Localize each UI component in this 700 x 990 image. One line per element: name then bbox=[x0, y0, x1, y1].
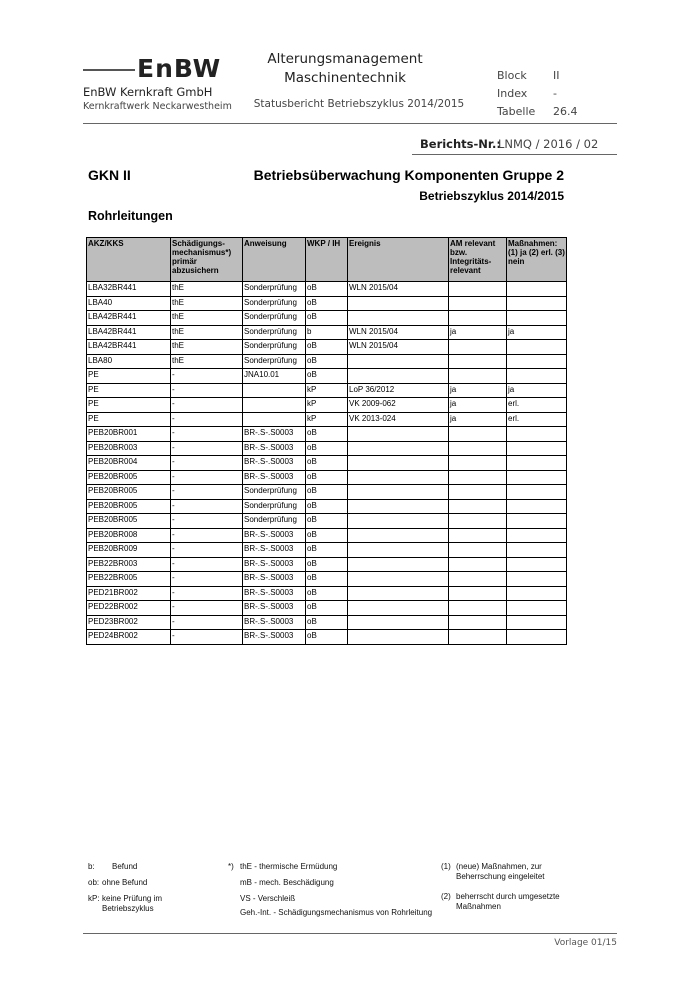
cell-measures bbox=[507, 514, 567, 529]
cell-wkp-ih: oB bbox=[306, 615, 348, 630]
cell-wkp-ih: kP bbox=[306, 412, 348, 427]
cell-akz-kks: PEB20BR005 bbox=[87, 485, 171, 500]
cell-event bbox=[348, 441, 449, 456]
cell-akz-kks: PED23BR002 bbox=[87, 615, 171, 630]
cell-mechanism: - bbox=[171, 557, 243, 572]
report-number-value: LNMQ / 2016 / 02 bbox=[498, 137, 599, 151]
cell-measures: erl. bbox=[507, 412, 567, 427]
cell-measures bbox=[507, 354, 567, 369]
cell-am-relevant bbox=[449, 586, 507, 601]
footer-divider bbox=[83, 933, 617, 934]
cell-measures: ja bbox=[507, 325, 567, 340]
table-row bbox=[87, 499, 567, 514]
cell-wkp-ih: oB bbox=[306, 296, 348, 311]
cell-wkp-ih: oB bbox=[306, 543, 348, 558]
cell-instruction bbox=[243, 398, 306, 413]
cell-mechanism: thE bbox=[171, 325, 243, 340]
cell-akz-kks: PED24BR002 bbox=[87, 630, 171, 645]
table-row bbox=[87, 398, 567, 413]
cell-event bbox=[348, 528, 449, 543]
table-row bbox=[87, 528, 567, 543]
table-row bbox=[87, 383, 567, 398]
cell-instruction: BR-.S-.S0003 bbox=[243, 470, 306, 485]
cell-event: LoP 36/2012 bbox=[348, 383, 449, 398]
legend-asterisk: *) bbox=[228, 862, 234, 871]
unit-label: GKN II bbox=[88, 167, 131, 183]
header-instruction: Anweisung bbox=[243, 238, 306, 282]
table-row bbox=[87, 615, 567, 630]
table-row bbox=[87, 412, 567, 427]
cell-event bbox=[348, 586, 449, 601]
cell-mechanism: - bbox=[171, 586, 243, 601]
cell-measures bbox=[507, 340, 567, 355]
cell-mechanism: - bbox=[171, 543, 243, 558]
cell-measures bbox=[507, 470, 567, 485]
cell-akz-kks: PEB22BR003 bbox=[87, 557, 171, 572]
cell-measures bbox=[507, 572, 567, 587]
cell-instruction: Sonderprüfung bbox=[243, 514, 306, 529]
cell-am-relevant bbox=[449, 470, 507, 485]
cell-mechanism: - bbox=[171, 369, 243, 384]
cell-wkp-ih: oB bbox=[306, 557, 348, 572]
cell-instruction: BR-.S-.S0003 bbox=[243, 586, 306, 601]
report-number-label: Berichts-Nr.: bbox=[420, 137, 501, 151]
cell-instruction bbox=[243, 412, 306, 427]
table-row bbox=[87, 470, 567, 485]
cell-mechanism: - bbox=[171, 485, 243, 500]
cell-measures: ja bbox=[507, 383, 567, 398]
cell-event bbox=[348, 311, 449, 326]
cell-instruction: BR-.S-.S0003 bbox=[243, 528, 306, 543]
header-title-line1: Alterungsmanagement bbox=[267, 51, 423, 67]
section-title: Rohrleitungen bbox=[88, 209, 173, 223]
cell-wkp-ih: oB bbox=[306, 427, 348, 442]
cell-instruction: BR-.S-.S0003 bbox=[243, 543, 306, 558]
cell-instruction: Sonderprüfung bbox=[243, 282, 306, 297]
cell-wkp-ih: oB bbox=[306, 456, 348, 471]
cell-mechanism: - bbox=[171, 412, 243, 427]
cell-akz-kks: PE bbox=[87, 383, 171, 398]
cell-akz-kks: LBA80 bbox=[87, 354, 171, 369]
cell-am-relevant: ja bbox=[449, 383, 507, 398]
legend-key-1: (1) bbox=[441, 862, 451, 871]
cell-wkp-ih: kP bbox=[306, 398, 348, 413]
template-version: Vorlage 01/15 bbox=[554, 938, 617, 948]
cell-event bbox=[348, 354, 449, 369]
meta-table-label: Tabelle bbox=[497, 105, 536, 118]
cell-wkp-ih: oB bbox=[306, 572, 348, 587]
cell-event: WLN 2015/04 bbox=[348, 325, 449, 340]
cell-wkp-ih: oB bbox=[306, 499, 348, 514]
cell-event: VK 2013-024 bbox=[348, 412, 449, 427]
legend-text-kp: keine Prüfung im Betriebszyklus bbox=[102, 894, 163, 913]
cell-instruction: BR-.S-.S0003 bbox=[243, 427, 306, 442]
legend-text-1: (neue) Maßnahmen, zur Beherrschung eingeleitet bbox=[456, 862, 545, 881]
table-row bbox=[87, 630, 567, 645]
meta-index-value: - bbox=[553, 87, 557, 100]
cell-mechanism: - bbox=[171, 572, 243, 587]
table-row bbox=[87, 601, 567, 616]
meta-index-label: Index bbox=[497, 87, 528, 100]
cell-mechanism: - bbox=[171, 615, 243, 630]
table-row bbox=[87, 369, 567, 384]
cell-instruction bbox=[243, 383, 306, 398]
table-row bbox=[87, 572, 567, 587]
cell-wkp-ih: oB bbox=[306, 586, 348, 601]
cell-mechanism: - bbox=[171, 514, 243, 529]
cell-akz-kks: LBA42BR441 bbox=[87, 311, 171, 326]
cell-instruction: BR-.S-.S0003 bbox=[243, 557, 306, 572]
legend-text-b: Befund bbox=[112, 862, 138, 871]
cell-measures: erl. bbox=[507, 398, 567, 413]
cell-akz-kks: PEB20BR001 bbox=[87, 427, 171, 442]
cell-am-relevant bbox=[449, 514, 507, 529]
cell-wkp-ih: oB bbox=[306, 514, 348, 529]
cell-am-relevant bbox=[449, 615, 507, 630]
plant-name: Kernkraftwerk Neckarwestheim bbox=[83, 101, 232, 112]
cell-event bbox=[348, 296, 449, 311]
cell-am-relevant: ja bbox=[449, 412, 507, 427]
cell-wkp-ih: oB bbox=[306, 311, 348, 326]
cell-am-relevant bbox=[449, 630, 507, 645]
cell-am-relevant bbox=[449, 311, 507, 326]
legend-the: thE - thermische Ermüdung bbox=[240, 862, 338, 871]
cell-event bbox=[348, 543, 449, 558]
table-row bbox=[87, 485, 567, 500]
table-row bbox=[87, 354, 567, 369]
cell-am-relevant bbox=[449, 499, 507, 514]
cell-event bbox=[348, 427, 449, 442]
cell-akz-kks: PEB20BR003 bbox=[87, 441, 171, 456]
cell-am-relevant bbox=[449, 485, 507, 500]
cell-mechanism: thE bbox=[171, 296, 243, 311]
cell-measures bbox=[507, 499, 567, 514]
cell-event bbox=[348, 369, 449, 384]
cell-instruction: BR-.S-.S0003 bbox=[243, 572, 306, 587]
cell-am-relevant bbox=[449, 427, 507, 442]
cell-am-relevant bbox=[449, 354, 507, 369]
cell-measures bbox=[507, 369, 567, 384]
cell-am-relevant bbox=[449, 296, 507, 311]
cell-mechanism: thE bbox=[171, 311, 243, 326]
cell-measures bbox=[507, 601, 567, 616]
cell-mechanism: - bbox=[171, 427, 243, 442]
cell-mechanism: - bbox=[171, 456, 243, 471]
cell-am-relevant bbox=[449, 441, 507, 456]
cell-event bbox=[348, 485, 449, 500]
cell-instruction: JNA10.01 bbox=[243, 369, 306, 384]
header-measures: Maßnahmen: (1) ja (2) erl. (3) nein bbox=[507, 238, 567, 282]
header-am-relevant: AM relevant bzw. Integritäts-relevant bbox=[449, 238, 507, 282]
cell-wkp-ih: oB bbox=[306, 485, 348, 500]
cell-mechanism: - bbox=[171, 383, 243, 398]
header-event: Ereignis bbox=[348, 238, 449, 282]
meta-block-value: II bbox=[553, 69, 560, 82]
cell-akz-kks: LBA32BR441 bbox=[87, 282, 171, 297]
cell-measures bbox=[507, 485, 567, 500]
cell-akz-kks: PED22BR002 bbox=[87, 601, 171, 616]
cell-mechanism: - bbox=[171, 441, 243, 456]
cell-akz-kks: PEB20BR004 bbox=[87, 456, 171, 471]
cell-instruction: BR-.S-.S0003 bbox=[243, 630, 306, 645]
cell-instruction: Sonderprüfung bbox=[243, 485, 306, 500]
meta-table-value: 26.4 bbox=[553, 105, 578, 118]
legend-key-kp: kP: bbox=[88, 894, 100, 903]
cell-event: WLN 2015/04 bbox=[348, 340, 449, 355]
cell-wkp-ih: b bbox=[306, 325, 348, 340]
cell-wkp-ih: oB bbox=[306, 282, 348, 297]
table-row bbox=[87, 456, 567, 471]
table-body bbox=[87, 282, 567, 645]
legend-key-2: (2) bbox=[441, 892, 451, 901]
header-wkp-ih: WKP / IH bbox=[306, 238, 348, 282]
cell-measures bbox=[507, 296, 567, 311]
cell-mechanism: - bbox=[171, 499, 243, 514]
cell-wkp-ih: oB bbox=[306, 630, 348, 645]
cell-measures bbox=[507, 427, 567, 442]
cell-measures bbox=[507, 311, 567, 326]
cell-mechanism: - bbox=[171, 630, 243, 645]
cell-event bbox=[348, 601, 449, 616]
cell-event bbox=[348, 470, 449, 485]
legend-gehint: Geh.-Int. - Schädigungsmechanismus von Rohrleitung bbox=[240, 908, 433, 917]
cell-measures bbox=[507, 528, 567, 543]
legend-key-b: b: bbox=[88, 862, 95, 871]
cell-akz-kks: LBA40 bbox=[87, 296, 171, 311]
cell-mechanism: - bbox=[171, 528, 243, 543]
table-row bbox=[87, 586, 567, 601]
header-akz-kks: AKZ/KKS bbox=[87, 238, 171, 282]
cell-am-relevant bbox=[449, 557, 507, 572]
cell-wkp-ih: oB bbox=[306, 528, 348, 543]
cell-instruction: Sonderprüfung bbox=[243, 340, 306, 355]
cell-mechanism: - bbox=[171, 601, 243, 616]
cell-event bbox=[348, 557, 449, 572]
cell-measures bbox=[507, 630, 567, 645]
header-title-line2: Maschinentechnik bbox=[284, 70, 406, 86]
cell-akz-kks: PEB22BR005 bbox=[87, 572, 171, 587]
cell-am-relevant: ja bbox=[449, 398, 507, 413]
cell-am-relevant bbox=[449, 528, 507, 543]
cell-mechanism: - bbox=[171, 398, 243, 413]
cell-event bbox=[348, 514, 449, 529]
table-row bbox=[87, 514, 567, 529]
cell-event bbox=[348, 615, 449, 630]
cell-am-relevant bbox=[449, 456, 507, 471]
cell-akz-kks: PEB20BR005 bbox=[87, 499, 171, 514]
cell-instruction: Sonderprüfung bbox=[243, 311, 306, 326]
cell-measures bbox=[507, 557, 567, 572]
cell-akz-kks: PE bbox=[87, 412, 171, 427]
cell-measures bbox=[507, 456, 567, 471]
cell-event bbox=[348, 456, 449, 471]
table-row bbox=[87, 296, 567, 311]
cell-mechanism: thE bbox=[171, 282, 243, 297]
table-row bbox=[87, 340, 567, 355]
legend-text-ob: ohne Befund bbox=[102, 878, 148, 887]
cell-measures bbox=[507, 441, 567, 456]
cell-instruction: BR-.S-.S0003 bbox=[243, 601, 306, 616]
cell-akz-kks: LBA42BR441 bbox=[87, 340, 171, 355]
cell-measures bbox=[507, 282, 567, 297]
cell-event bbox=[348, 630, 449, 645]
header-divider bbox=[83, 123, 617, 124]
cell-measures bbox=[507, 543, 567, 558]
cell-akz-kks: PE bbox=[87, 398, 171, 413]
cell-wkp-ih: oB bbox=[306, 340, 348, 355]
cell-akz-kks: PEB20BR008 bbox=[87, 528, 171, 543]
enbw-logo: EnBW bbox=[137, 54, 222, 83]
page-subtitle: Betriebszyklus 2014/2015 bbox=[419, 189, 564, 203]
cell-am-relevant bbox=[449, 601, 507, 616]
legend-text-2: beherrscht durch umgesetzte Maßnahmen bbox=[456, 892, 560, 911]
cell-wkp-ih: oB bbox=[306, 441, 348, 456]
cell-akz-kks: PEB20BR009 bbox=[87, 543, 171, 558]
components-table bbox=[86, 237, 567, 645]
cell-mechanism: - bbox=[171, 470, 243, 485]
cell-am-relevant bbox=[449, 282, 507, 297]
logo-line bbox=[83, 69, 135, 71]
table-row bbox=[87, 557, 567, 572]
table-row bbox=[87, 427, 567, 442]
meta-block-label: Block bbox=[497, 69, 527, 82]
cell-wkp-ih: oB bbox=[306, 369, 348, 384]
cell-wkp-ih: oB bbox=[306, 354, 348, 369]
cell-event bbox=[348, 572, 449, 587]
table-row bbox=[87, 543, 567, 558]
cell-akz-kks: LBA42BR441 bbox=[87, 325, 171, 340]
page-title: Betriebsüberwachung Komponenten Gruppe 2 bbox=[253, 167, 564, 183]
cell-am-relevant bbox=[449, 369, 507, 384]
cell-instruction: BR-.S-.S0003 bbox=[243, 441, 306, 456]
cell-instruction: Sonderprüfung bbox=[243, 499, 306, 514]
legend-key-ob: ob: bbox=[88, 878, 100, 887]
cell-wkp-ih: kP bbox=[306, 383, 348, 398]
cell-akz-kks: PEB20BR005 bbox=[87, 470, 171, 485]
company-name: EnBW Kernkraft GmbH bbox=[83, 85, 213, 99]
cell-akz-kks: PE bbox=[87, 369, 171, 384]
cell-instruction: Sonderprüfung bbox=[243, 354, 306, 369]
cell-mechanism: thE bbox=[171, 354, 243, 369]
cell-event: VK 2009-062 bbox=[348, 398, 449, 413]
table-row bbox=[87, 441, 567, 456]
cell-wkp-ih: oB bbox=[306, 601, 348, 616]
cell-akz-kks: PEB20BR005 bbox=[87, 514, 171, 529]
legend-vs: VS - Verschleiß bbox=[240, 894, 296, 903]
report-divider bbox=[412, 154, 617, 155]
table-row bbox=[87, 282, 567, 297]
cell-instruction: BR-.S-.S0003 bbox=[243, 456, 306, 471]
cell-am-relevant bbox=[449, 543, 507, 558]
cell-measures bbox=[507, 615, 567, 630]
cell-akz-kks: PED21BR002 bbox=[87, 586, 171, 601]
header-mechanism: Schädigungs-mechanismus*) primär abzusichern bbox=[171, 238, 243, 282]
cell-instruction: BR-.S-.S0003 bbox=[243, 615, 306, 630]
cell-am-relevant: ja bbox=[449, 325, 507, 340]
cell-instruction: Sonderprüfung bbox=[243, 325, 306, 340]
table-row bbox=[87, 325, 567, 340]
cell-event bbox=[348, 499, 449, 514]
header-subtitle: Statusbericht Betriebszyklus 2014/2015 bbox=[253, 98, 465, 110]
legend-mb: mB - mech. Beschädigung bbox=[240, 878, 334, 887]
cell-wkp-ih: oB bbox=[306, 470, 348, 485]
cell-mechanism: thE bbox=[171, 340, 243, 355]
cell-instruction: Sonderprüfung bbox=[243, 296, 306, 311]
table-row bbox=[87, 311, 567, 326]
table-header-row bbox=[87, 238, 567, 282]
cell-am-relevant bbox=[449, 572, 507, 587]
cell-measures bbox=[507, 586, 567, 601]
cell-am-relevant bbox=[449, 340, 507, 355]
cell-event: WLN 2015/04 bbox=[348, 282, 449, 297]
